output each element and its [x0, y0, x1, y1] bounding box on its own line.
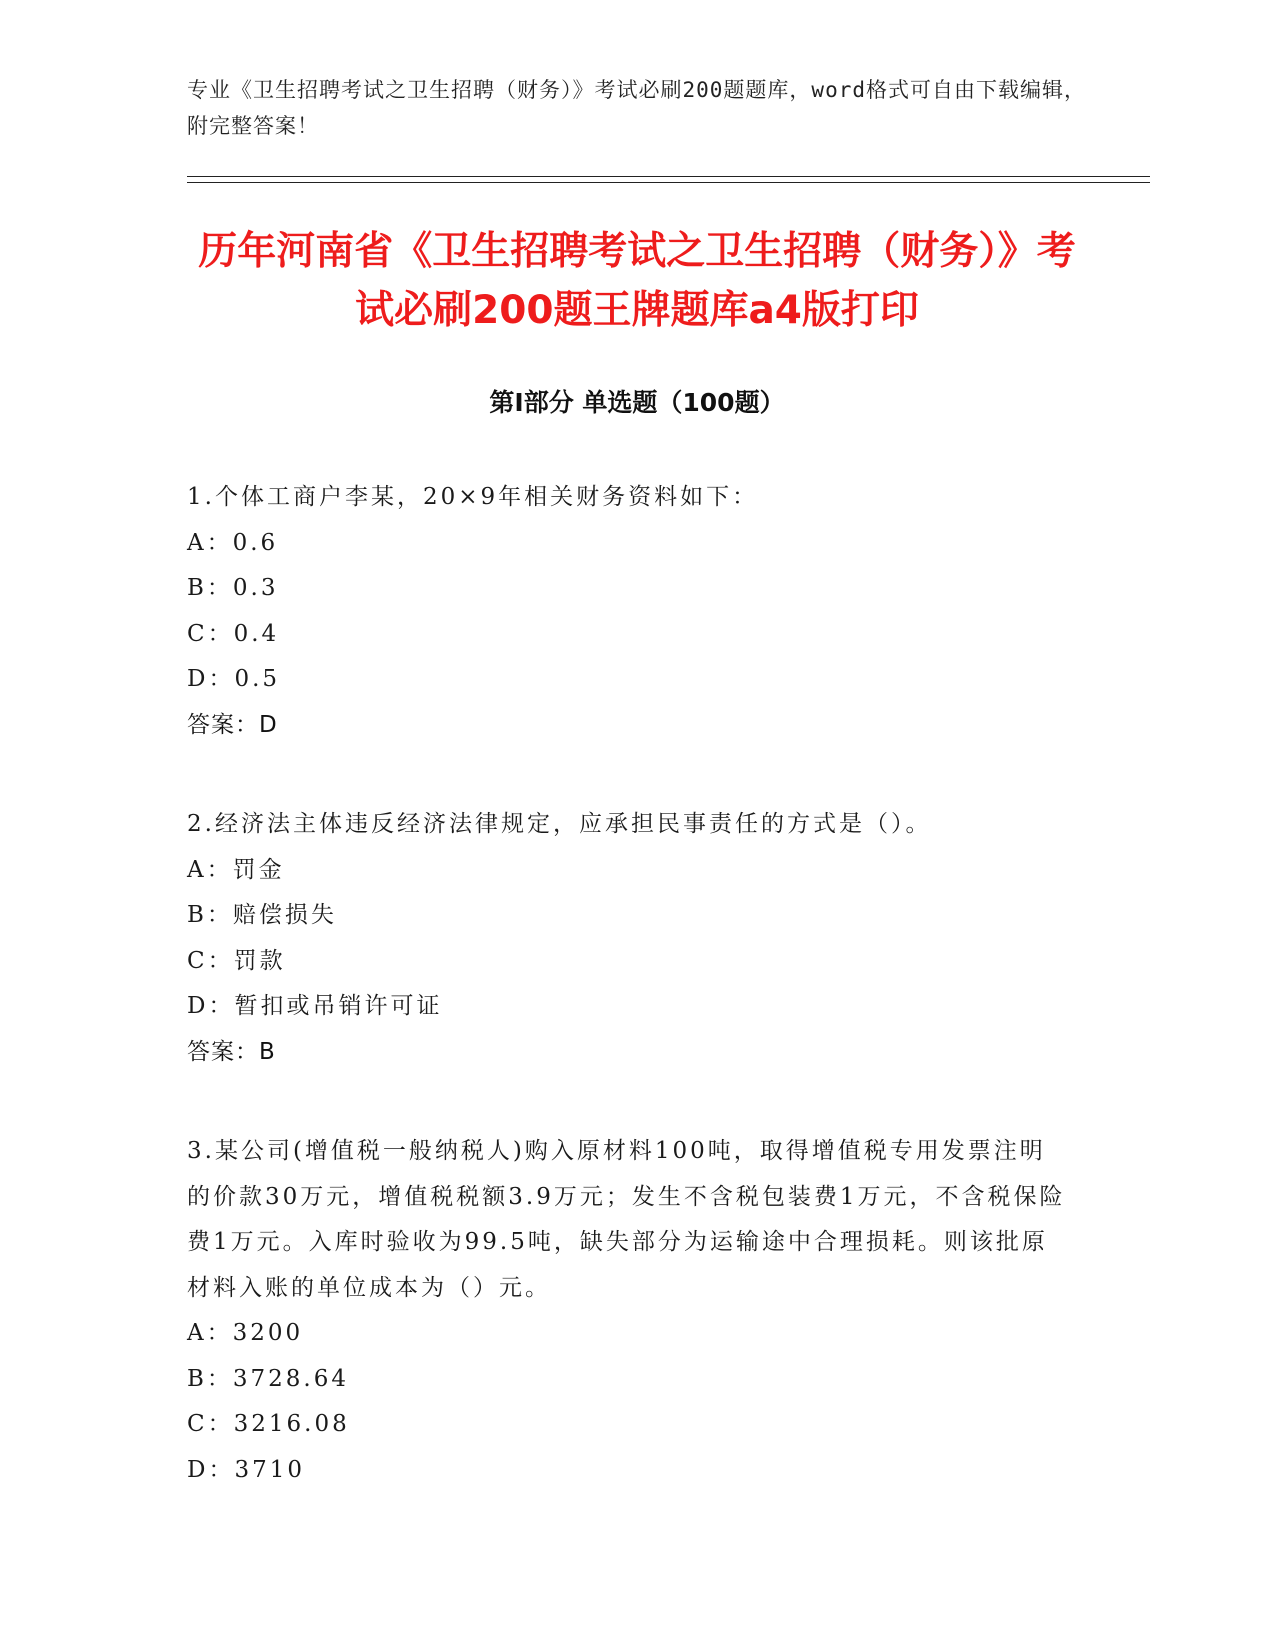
question-list — [187, 475, 1067, 1547]
answer: 答案：D — [187, 711, 278, 738]
question-3 — [187, 1129, 1067, 1493]
header-rule-top — [187, 176, 1150, 177]
option-c: C：罚款 — [187, 947, 286, 974]
document-title: 历年河南省《卫生招聘考试之卫生招聘（财务）》考试必刷200题王牌题库a4版打印 — [198, 229, 1076, 333]
option-c: C：3216.08 — [187, 1411, 350, 1437]
option-a: A：罚金 — [187, 856, 285, 883]
option-d: D：3710 — [187, 1456, 305, 1483]
question-text: 3.某公司(增值税一般纳税人)购入原材料100吨，取得增值税专用发票注明的价款30万元，增值税税额3.9万元；发生不含税包装费1万元，不含税保险费1万元。入库时验收为99.5吨，缺失部分为运输途中合理损耗。则该批原材料入账的单位成本为（）元。 — [187, 1138, 1066, 1301]
section-heading: 第I部分 单选题（100题） — [489, 388, 785, 417]
option-d: D：暂扣或吊销许可证 — [187, 993, 443, 1019]
answer: 答案：B — [187, 1038, 276, 1065]
header-rule-bottom — [187, 182, 1150, 183]
header-note: 专业《卫生招聘考试之卫生招聘（财务）》考试必刷200题题库，word格式可自由下载编辑，附完整答案！ — [187, 78, 1086, 138]
option-d: D：0.5 — [187, 666, 281, 692]
option-c: C：0.4 — [187, 620, 280, 647]
option-b: B：赔偿损失 — [187, 902, 337, 928]
option-a: A：0.6 — [187, 529, 279, 556]
option-b: B：0.3 — [187, 575, 279, 601]
question-2 — [187, 802, 1067, 1075]
question-text: 2.经济法主体违反经济法律规定，应承担民事责任的方式是（）。 — [187, 811, 932, 837]
option-a: A：3200 — [187, 1320, 304, 1346]
question-text: 1.个体工商户李某，20×9年相关财务资料如下： — [187, 484, 759, 510]
option-b: B：3728.64 — [187, 1365, 350, 1392]
question-1 — [187, 475, 1067, 748]
